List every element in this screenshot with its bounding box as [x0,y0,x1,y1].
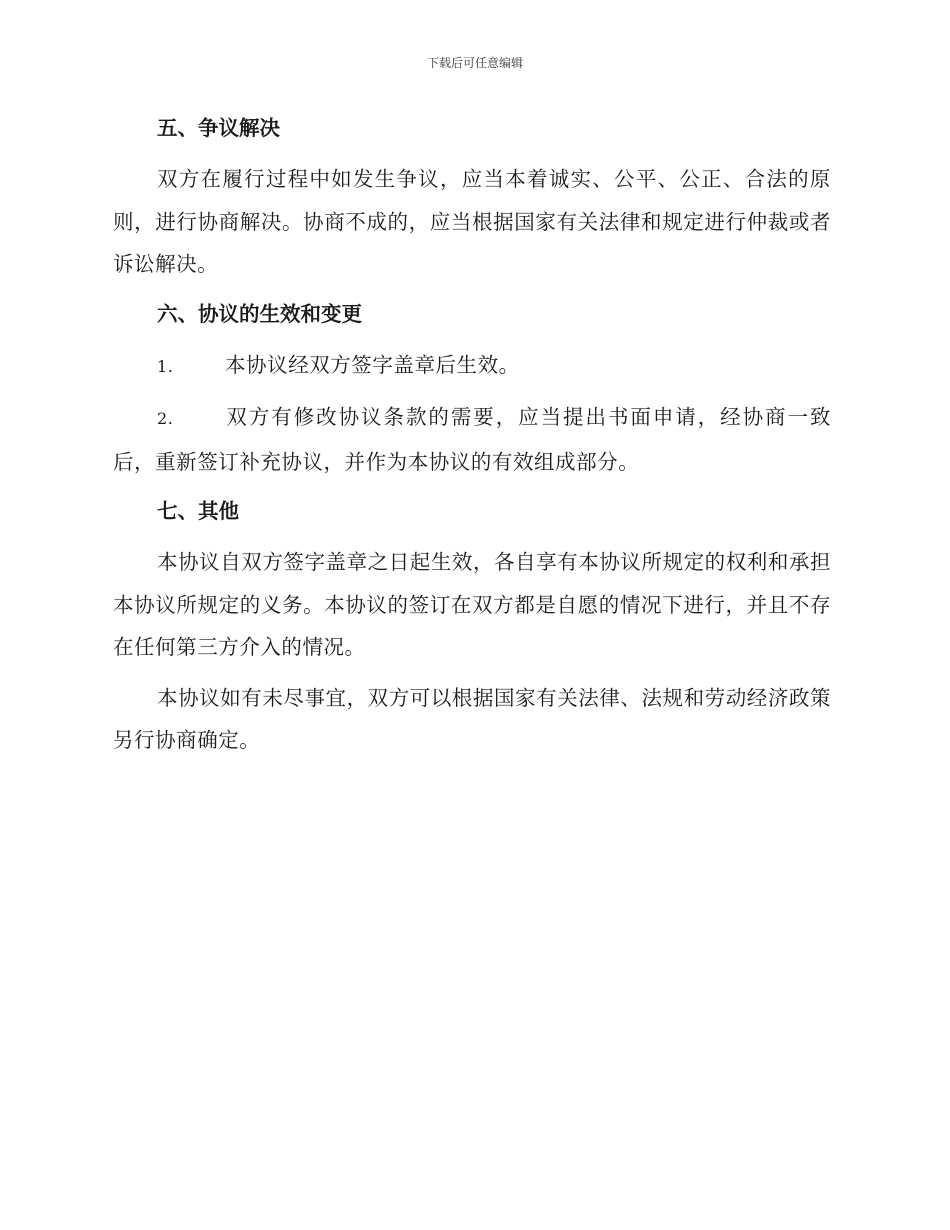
list-item-number: 1. [157,356,174,376]
list-item-text: 本协议经双方签字盖章后生效。 [225,352,520,377]
list-item-text: 双方有修改协议条款的需要，应当提出书面申请，经协商一致后，重新签订补充协议，并作为本协议的有效组成部分。 [113,405,831,474]
section-dispute-resolution [113,108,831,286]
list-item [113,396,831,483]
section-effect-and-change [113,294,831,484]
paragraph: 本协议如有未尽事宜，双方可以根据国家有关法律、法规和劳动经济政策另行协商确定。 [113,685,831,752]
section-heading: 五、争议解决 [157,116,280,140]
paragraph: 本协议自双方签字盖章之日起生效，各自享有本协议所规定的权利和承担本协议所规定的义务。本协议的签订在双方都是自愿的情况下进行，并且不存在任何第三方介入的情况。 [113,550,831,659]
section-heading: 六、协议的生效和变更 [157,301,362,326]
list-item-number: 2. [157,409,174,428]
list-item [113,344,831,389]
page-header: 下载后可任意编辑 [426,56,523,70]
document-body [113,108,831,770]
section-heading: 七、其他 [157,499,239,523]
section-other [113,491,831,762]
paragraph: 双方在履行过程中如发生争议，应当本着诚实、公平、公正、合法的原则，进行协商解决。协商不成的，应当根据国家有关法律和规定进行仲裁或者诉讼解决。 [113,167,831,276]
